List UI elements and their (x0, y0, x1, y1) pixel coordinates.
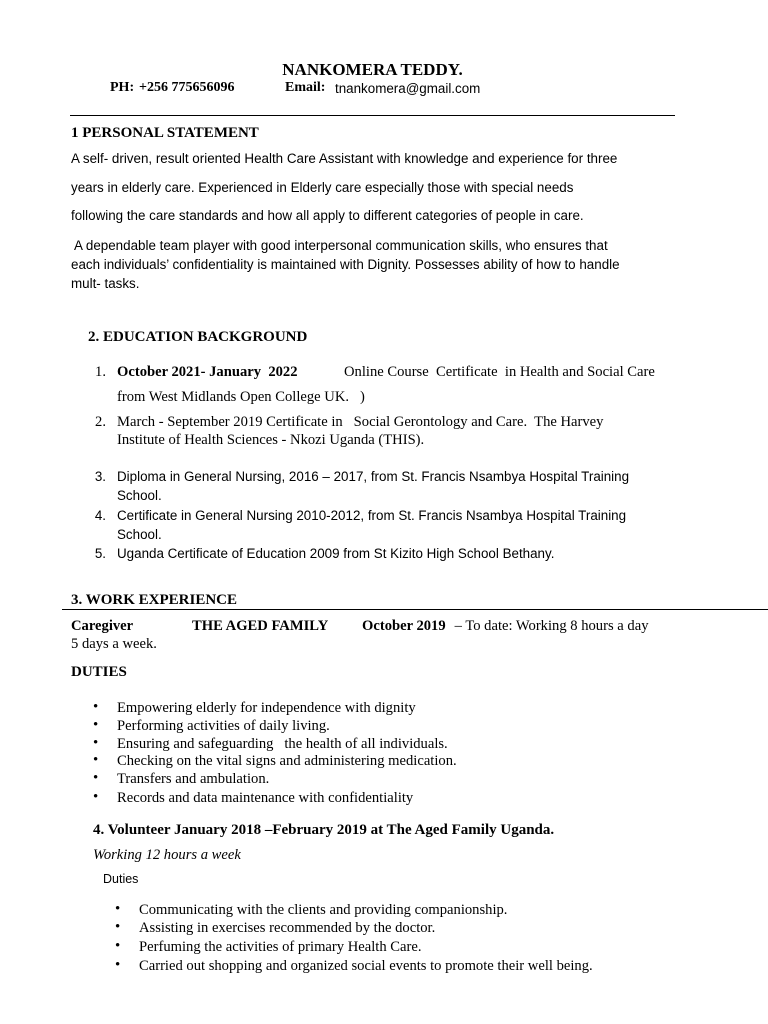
phone-number: +256 775656096 (139, 80, 235, 95)
bullet-icon: • (93, 699, 99, 715)
bullet-icon: • (115, 938, 121, 954)
duty-text: Records and data maintenance with confidentiality (117, 790, 414, 806)
bullet-icon: • (93, 770, 99, 786)
statement-line: each individuals’ confidentiality is maintained with Dignity. Possesses ability of how to handle (71, 257, 620, 272)
list-number: 4. (94, 508, 106, 523)
education-line: from West Midlands Open College UK. ) (117, 389, 365, 405)
header-divider (70, 115, 675, 116)
job-details: – To date: Working 8 hours a day (451, 618, 649, 634)
statement-line: following the care standards and how all apply to different categories of people in care. (71, 208, 584, 223)
email-address[interactable]: tnankomera@gmail.com (335, 81, 481, 96)
duty-text: Communicating with the clients and providing companionship. (139, 902, 508, 918)
education-line: Online Course Certificate in Health and Social Care (344, 364, 655, 380)
bullet-icon: • (115, 901, 121, 917)
list-number: 2. (95, 414, 106, 430)
education-line: School. (117, 488, 162, 503)
bullet-icon: • (93, 789, 99, 805)
education-line: Diploma in General Nursing, 2016 – 2017, from St. Francis Nsambya Hospital Training (117, 469, 630, 484)
duty-text: Transfers and ambulation. (117, 771, 270, 787)
section-heading-education: 2. EDUCATION BACKGROUND (88, 329, 308, 345)
job-start-date: October 2019 (362, 618, 446, 634)
duty-text: Ensuring and safeguarding the health of all individuals. (117, 736, 448, 752)
statement-line: mult- tasks. (71, 276, 140, 291)
bullet-icon: • (93, 735, 99, 751)
bullet-icon: • (93, 752, 99, 768)
bullet-icon: • (115, 957, 121, 973)
duty-text: Assisting in exercises recommended by the doctor. (139, 920, 436, 936)
job-details-cont: 5 days a week. (71, 636, 157, 652)
bullet-icon: • (115, 919, 121, 935)
list-number: 5. (94, 546, 106, 561)
candidate-name: NANKOMERA TEDDY. (282, 60, 463, 79)
education-line: March - September 2019 Certificate in Social Gerontology and Care. The Harvey (117, 414, 604, 430)
duty-text: Perfuming the activities of primary Health Care. (139, 939, 422, 955)
education-line: Uganda Certificate of Education 2009 from St Kizito High School Bethany. (117, 546, 555, 561)
duty-text: Performing activities of daily living. (117, 718, 330, 734)
statement-line: years in elderly care. Experienced in Elderly care especially those with special needs (71, 180, 574, 195)
email-label: Email: (285, 80, 326, 95)
job-role: Caregiver (71, 618, 134, 634)
phone-label: PH: (110, 80, 135, 95)
section-heading-volunteer: 4. Volunteer January 2018 –February 2019 at The Aged Family Uganda. (93, 822, 555, 838)
duties-heading: DUTIES (71, 664, 127, 680)
section-heading-personal-statement: 1 PERSONAL STATEMENT (71, 125, 259, 141)
education-date: October 2021- January 2022 (117, 364, 298, 380)
list-number: 3. (94, 469, 106, 484)
section-heading-work-experience: 3. WORK EXPERIENCE (71, 592, 237, 608)
bullet-icon: • (93, 717, 99, 733)
duty-text: Carried out shopping and organized social events to promote their well being. (139, 958, 593, 974)
duty-text: Empowering elderly for independence with dignity (117, 700, 416, 716)
volunteer-duties-heading: Duties (103, 872, 139, 886)
list-number: 1. (95, 364, 106, 380)
education-line: Certificate in General Nursing 2010-2012, from St. Francis Nsambya Hospital Training (117, 508, 627, 523)
statement-line: A dependable team player with good interpersonal communication skills, who ensures that (71, 238, 608, 253)
job-employer: THE AGED FAMILY (192, 618, 329, 634)
duty-text: Checking on the vital signs and administering medication. (117, 753, 457, 769)
statement-line: A self- driven, result oriented Health Care Assistant with knowledge and experience for three (71, 151, 618, 166)
volunteer-hours: Working 12 hours a week (93, 847, 241, 863)
work-divider (62, 609, 768, 610)
education-line: Institute of Health Sciences - Nkozi Uganda (THIS). (117, 432, 425, 448)
education-line: School. (117, 527, 162, 542)
